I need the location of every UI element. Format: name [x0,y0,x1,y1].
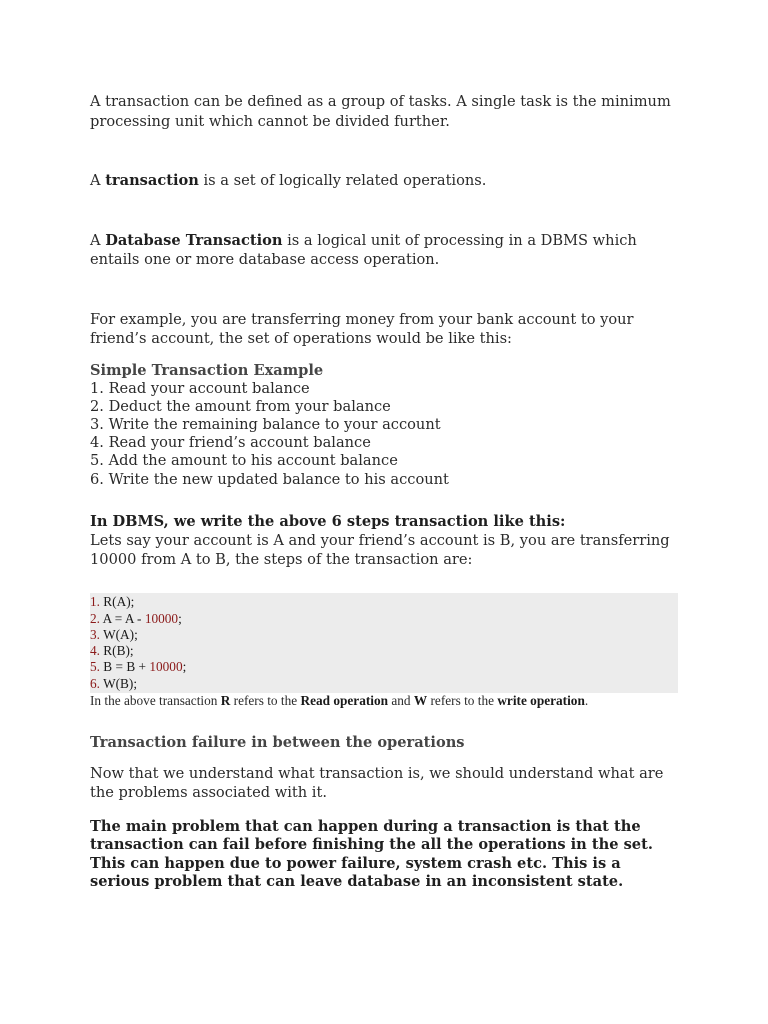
list-item: 2. Deduct the amount from your balance [90,397,391,415]
section-heading-simple-example: Simple Transaction Example [90,361,324,379]
code-line [90,611,678,627]
code-text: W(B); [99,675,138,691]
bold-term: Read operation [300,693,389,708]
text: A [90,231,106,249]
list-item: 3. Write the remaining balance to your account [90,415,441,433]
text: . [584,693,589,708]
problems-paragraph: Now that we understand what transaction is, we should understand what are the problems associated with it. [90,765,664,801]
code-text: ; [182,659,187,675]
code-text: R(B); [99,643,134,659]
text: A [90,172,106,189]
code-text: B = B + [99,659,150,675]
bold-term: Database Transaction [105,231,283,249]
line-number: 4. [90,643,100,659]
line-number: 5. [90,659,100,675]
main-problem-paragraph: The main problem that can happen during a transaction is that the transaction can fail before finishing the all the operations in the set. This can happen due to power failure, system crash etc. This is a serious problem that can leave database in an inconsistent state. [90,818,653,890]
bold-term: write operation [497,693,585,708]
text: In the above transaction [90,693,221,708]
line-number: 1. [90,594,100,610]
dbms-heading [90,513,680,532]
transaction-definition [90,171,680,191]
list-item: 1. Read your account balance [90,379,310,397]
code-line [90,627,678,643]
code-text: A = A - [99,610,145,626]
list-item: 4. Read your friend’s account balance [90,434,371,452]
code-line [90,643,678,659]
text: refers to the [230,693,301,708]
code-text: ; [178,610,182,626]
bold-term: transaction [105,172,199,189]
line-number: 3. [90,626,100,642]
code-number: 10000 [144,610,179,626]
code-line [90,594,678,610]
text: refers to the [427,693,498,708]
line-number: 2. [90,610,100,626]
database-transaction-definition [90,231,680,270]
list-item: 6. Write the new updated balance to his account [90,470,449,488]
bold-term: W [413,693,428,708]
document-body [90,92,680,891]
text: is a set of logically related operations. [198,172,487,189]
code-line [90,659,678,675]
operation-note [90,693,680,709]
text: and [388,693,414,708]
intro-paragraph: A transaction can be defined as a group of tasks. A single task is the minimum processing unit which cannot be divided further. [90,93,671,130]
line-number: 6. [90,675,100,691]
code-text: R(A); [99,594,135,610]
list-item: 5. Add the amount to his account balance [90,452,398,470]
code-number: 10000 [149,659,183,675]
bold-term: R [220,693,231,708]
dbms-paragraph: Lets say your account is A and your friend’s account is B, you are transferring 10000 from A to B, the steps of the transaction are: [90,532,670,569]
section-heading-transaction-failure: Transaction failure in between the operations [90,734,465,751]
example-paragraph: For example, you are transferring money from your bank account to your friend’s account, the set of operations would be like this: [90,310,634,347]
steps-list [90,380,680,489]
bold-heading: In DBMS, we write the above 6 steps transaction like this: [90,512,566,530]
code-block [90,593,678,693]
code-line [90,676,678,692]
code-text: W(A); [99,626,138,642]
text: is a logical unit of processing in a DBMS which entails one or more database access operation. [90,231,637,268]
